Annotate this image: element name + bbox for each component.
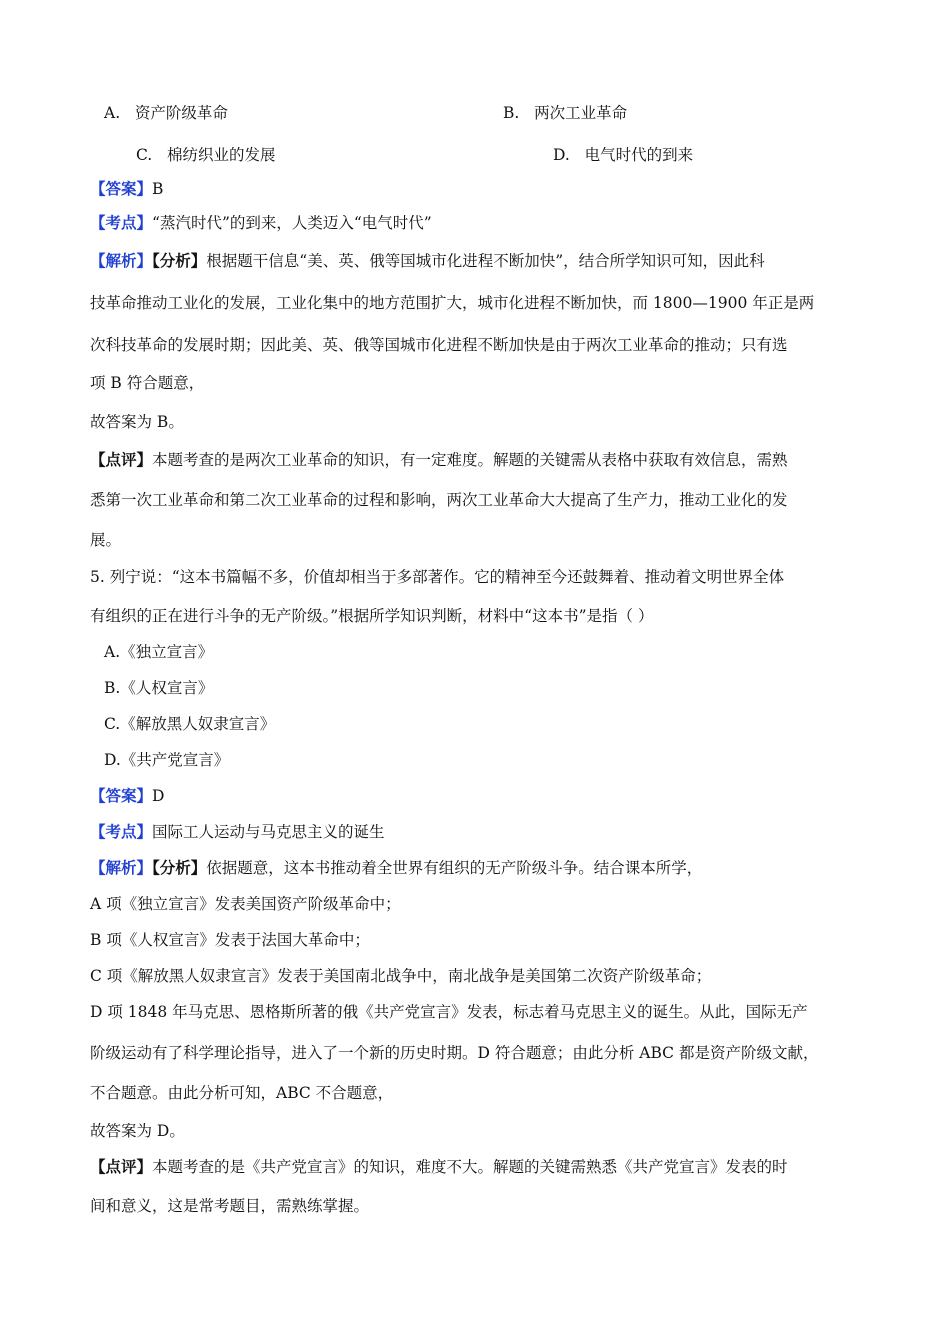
q5-analysis-a: A 项《独立宣言》发表美国资产阶级革命中； (90, 895, 401, 913)
q4-point (90, 213, 432, 233)
q5-analysis-line-1 (90, 858, 702, 878)
q5-conclusion: 故答案为 D。 (90, 1122, 185, 1140)
q4-answer-value: B (152, 180, 164, 198)
option-b (503, 103, 627, 123)
q5-answer-tag: 【答案】 (90, 786, 153, 805)
q4-comment-line-3: 展。 (90, 531, 122, 549)
q5-option-b: B.《人权宣言》 (104, 679, 214, 697)
q5-analysis-d2: 阶级运动有了科学理论指导，进入了一个新的历史时期。D 符合题意；由此分析 ABC 都是资产阶级文献， (90, 1044, 819, 1062)
q4-point-text: “蒸汽时代”的到来，人类迈入“电气时代” (152, 214, 432, 232)
option-a-letter: A. (104, 104, 121, 122)
q5-option-a: A.《独立宣言》 (104, 643, 214, 661)
q5-analysis-d3: 不合题意。由此分析可知，ABC 不合题意， (90, 1084, 394, 1102)
q5-option-c: C.《解放黑人奴隶宣言》 (104, 715, 276, 733)
q4-analysis-sub: 【分析】 (152, 251, 207, 270)
option-b-text: 两次工业革命 (534, 104, 628, 122)
option-a-text: 资产阶级革命 (134, 104, 228, 122)
q5-analysis-sub: 【分析】 (152, 858, 207, 877)
q4-comment-line-1 (90, 450, 788, 470)
option-b-letter: B. (503, 104, 520, 122)
q5-analysis-c: C 项《解放黑人奴隶宣言》发表于美国南北战争中，南北战争是美国第二次资产阶级革命； (90, 967, 712, 985)
q4-comment-tag: 【点评】 (90, 450, 153, 469)
option-c-text: 棉纺织业的发展 (167, 146, 276, 164)
option-d (553, 145, 693, 165)
q5-comment-tag: 【点评】 (90, 1157, 153, 1176)
option-c-letter: C. (136, 146, 153, 164)
q5-analysis-b: B 项《人权宣言》发表于法国大革命中； (90, 931, 370, 949)
q4-analysis-line-2: 技革命推动工业化的发展，工业化集中的地方范围扩大，城市化进程不断加快，而 1800—1900 年正是两 (90, 294, 815, 312)
q4-analysis-line-1 (90, 251, 765, 271)
q5-analysis-tag: 【解析】 (90, 858, 153, 877)
q5-answer-value: D (152, 787, 165, 805)
q4-analysis-line-3: 次科技革命的发展时期；因此美、英、俄等国城市化进程不断加快是由于两次工业革命的推动；只有选 (90, 336, 788, 354)
q4-answer (90, 179, 163, 199)
option-d-letter: D. (553, 146, 570, 164)
q4-comment-text: 本题考查的是两次工业革命的知识，有一定难度。解题的关键需从表格中获取有效信息，需熟 (152, 451, 788, 469)
q4-answer-tag: 【答案】 (90, 179, 153, 198)
q4-analysis-text: 根据题干信息“美、英、俄等国城市化进程不断加快”，结合所学知识可知，因此科 (206, 252, 765, 270)
q5-analysis-text: 依据题意，这本书推动着全世界有组织的无产阶级斗争。结合课本所学， (206, 859, 703, 877)
q4-conclusion: 故答案为 B。 (90, 413, 184, 431)
q5-analysis-d1: D 项 1848 年马克思、恩格斯所著的俄《共产党宣言》发表，标志着马克思主义的诞生。从此，国际无产 (90, 1003, 808, 1021)
q5-stem-line-1: 5. 列宁说：“这本书篇幅不多，价值却相当于多部著作。它的精神至今还鼓舞着、推动着文明世界全体 (90, 568, 785, 586)
q5-comment-text: 本题考查的是《共产党宣言》的知识，难度不大。解题的关键需熟悉《共产党宣言》发表的时 (152, 1158, 788, 1176)
q5-point-tag: 【考点】 (90, 822, 153, 841)
q4-comment-line-2: 悉第一次工业革命和第二次工业革命的过程和影响，两次工业革命大大提高了生产力，推动工业化的发 (90, 491, 788, 509)
option-c (136, 145, 276, 165)
q5-point-text: 国际工人运动与马克思主义的诞生 (152, 823, 385, 841)
q4-analysis-tag: 【解析】 (90, 251, 153, 270)
q4-point-tag: 【考点】 (90, 213, 153, 232)
q5-comment-line-1 (90, 1157, 788, 1177)
option-d-text: 电气时代的到来 (584, 146, 694, 164)
q5-option-d: D.《共产党宣言》 (104, 751, 230, 769)
q5-point (90, 822, 385, 842)
option-a (104, 103, 228, 123)
q4-analysis-line-4: 项 B 符合题意， (90, 374, 205, 392)
q5-stem-line-2: 有组织的正在进行斗争的无产阶级。”根据所学知识判断，材料中“这本书”是指（ ） (90, 607, 654, 625)
q5-comment-line-2: 间和意义，这是常考题目，需熟练掌握。 (90, 1197, 370, 1215)
q5-answer (90, 786, 164, 806)
